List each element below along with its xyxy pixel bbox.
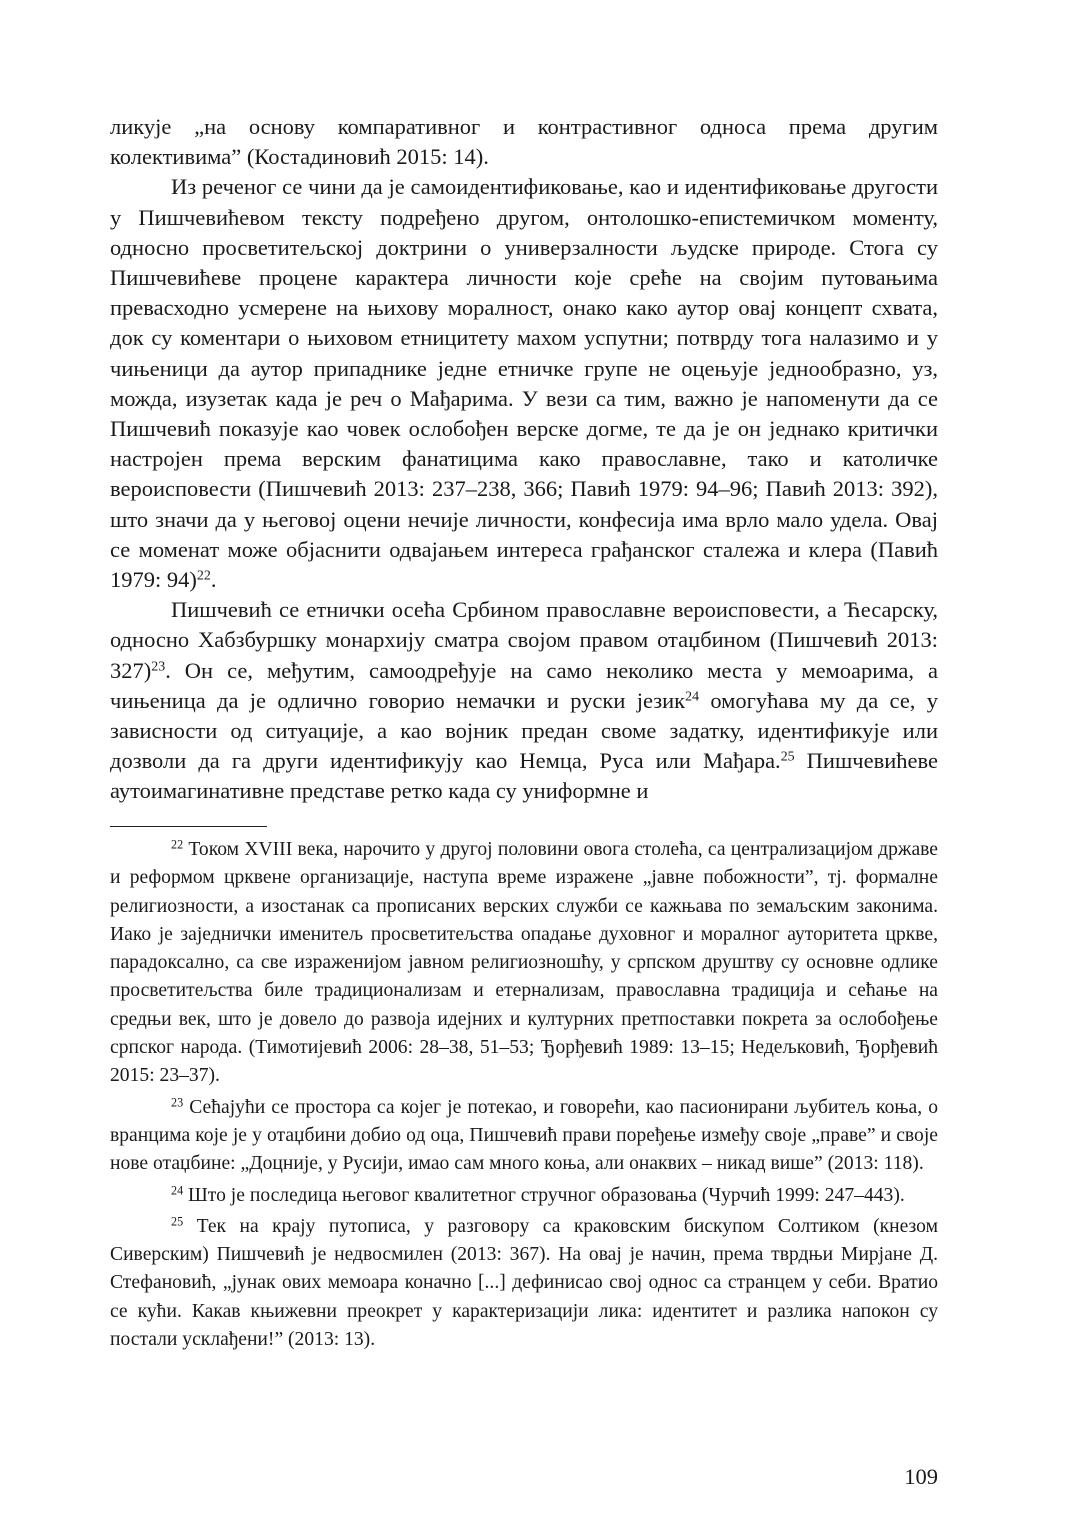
footnote-divider [110, 826, 267, 827]
paragraph: Пишчевић се етнички осећа Србином православне вероисповести, а Ћесарску, односно Хабзбуршку монархију сматра својом правом отаџбином (Пишчевић 2013: 327)$^{23}$. Он се, међутим, самоодређује на само неколико места у мемоарима, а чињеница да је одлично говорио немачки и руски језик$^{24}$ омогућава му да се, у зависности од ситуације, а као војник предан своме задатку, идентификује или дозволи да га други идентификују као Немца, Руса или Мађара.$^{25}$ Пишчевићеве аутоимагинативне представе ретко када су униформне и [110, 597, 938, 804]
paragraph: ликује „на основу компаративног и контрастивног односа према другим колективима” (Костадиновић 2015: 14). [110, 114, 938, 170]
footnote: $^{25}$ Тек на крају путописа, у разговору са краковским бискупом Солтиком (кнезом Сиверским) Пишчевић је недвосмилен (2013: 367). На овај је начин, према тврдњи Мирјане Д. Стефановић, „јунак ових мемоара коначно [...] дефинисао свој однос са странцем у себи. Вратио се кући. Какав књижевни преокрет у карактеризацији лика: идентитет и разлика напокон су постали усклађени!” (2013: 13). [110, 1214, 938, 1351]
footnote-ref: 25 [780, 749, 795, 765]
footnote-ref: 23 [151, 658, 166, 674]
main-text [110, 112, 938, 807]
paragraph: Из реченог се чини да је самоидентификовање, као и идентификовање другости у Пишчевићевом тексту подређено другом, онтолошко-епистемичком моменту, односно просветитељској доктрини о универзалности људске природе. Стога су Пишчевићеве процене карактера личности које среће на својим путовањима превасходно усмерене на њихову моралност, онако како аутор овај концепт схвата, док су коментари о њиховом етницитету махом успутни; потврду тога налазимо и у чињеници да аутор припаднике једне етничке групе не оцењује једнообразно, уз, можда, изузетак када је реч о Мађарима. У вези са тим, важно је напоменути да се Пишчевић показује као човек ослобођен верске догме, те да је он једнако критички настројен према верским фанатицима како православне, тако и католичке вероисповести (Пишчевић 2013: 237–238, 366; Павић 1979: 94–96; Павић 2013: 392), што значи да у његовој оцени нечије личности, конфесија има врло мало удела. Овај се моменат може објаснити одвајањем интереса грађанског сталежа и клера (Павић 1979: 94)$^{22}$. [110, 174, 938, 593]
footnote: $^{24}$ Што је последица његовог квалитетног стручног образовања (Чурчић 1999: 247–443). [171, 1182, 905, 1206]
footnote-number: 23 [171, 1095, 184, 1109]
footnote-number: 25 [171, 1214, 184, 1229]
page-number: 109 [904, 1464, 938, 1489]
footnote-ref: 24 [685, 689, 700, 705]
footnote-number: 24 [171, 1182, 184, 1197]
footnote: $^{22}$ Током XVIII века, нарочито у другој половини овога столећа, са централизацијом државе и реформом црквене организације, наступа време изражене „јавне побожности”, тј. формалне религиозности, а изостанак са прописаних верских служби се кажњава по земаљским законима. Иако је заједнички именитељ просветитељства опадање духовног и моралног ауторитета цркве, парадоксално, са све израженијом јавном религиозношћу, у српском друштву су основне одлике просветитељства биле традиционализам и етернализам, православна традиција и сећање на средњи век, што је довело до развоја идејних и културних претпоставки покрета за ослобођење српског народа. (Тимотијевић 2006: 28–38, 51–53; Ђорђевић 1989: 13–15; Недељковић, Ђорђевић 2015: 23–37). [110, 837, 938, 1087]
page-body [110, 112, 938, 807]
footnote: $^{23}$ Сећајући се простора са којег је потекао, и говорећи, као пасионирани љубитељ коња, о вранцима које је у отаџбини добио од оца, Пишчевић прави поређење између своје „праве” и своје нове отаџбине: „Доцније, у Русији, имао сам много коња, али онаквих – никад више” (2013: 118). [110, 1095, 938, 1175]
footnote-number: 22 [171, 837, 184, 852]
footnotes [110, 836, 938, 1354]
footnote-ref: 22 [196, 568, 211, 584]
